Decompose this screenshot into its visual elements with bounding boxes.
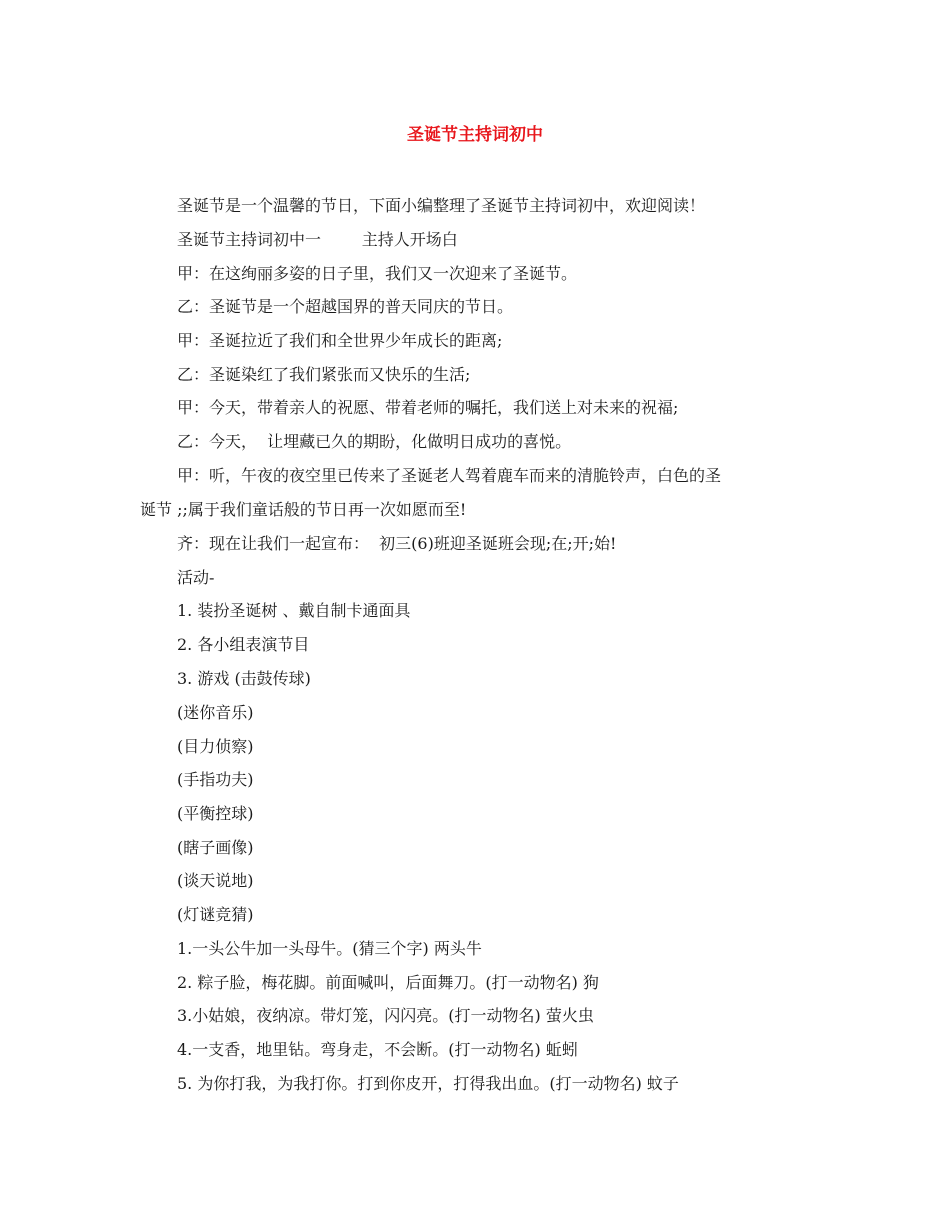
document-title: 圣诞节主持词初中 — [407, 125, 543, 145]
game-item: (瞎子画像) — [177, 838, 254, 857]
dialogue-line: 乙：今天， 让埋藏已久的期盼，化做明日成功的喜悦。 — [177, 432, 572, 451]
game-item: (平衡控球) — [177, 804, 254, 823]
dialogue-line: 甲：在这绚丽多姿的日子里，我们又一次迎来了圣诞节。 — [177, 264, 578, 283]
riddle-item: 2. 粽子脸，梅花脚。前面喊叫，后面舞刀。(打一动物名) 狗 — [177, 973, 599, 992]
game-item: (迷你音乐) — [177, 703, 254, 722]
dialogue-line: 乙：圣诞节是一个超越国界的普天同庆的节日。 — [177, 297, 514, 316]
intro-paragraph: 圣诞节是一个温馨的节日，下面小编整理了圣诞节主持词初中，欢迎阅读！ — [177, 196, 706, 215]
game-item: (谈天说地) — [177, 871, 254, 890]
dialogue-line: 甲：今天，带着亲人的祝愿、带着老师的嘱托，我们送上对未来的祝福; — [177, 398, 679, 417]
game-item: (灯谜竞猜) — [177, 905, 254, 924]
dialogue-line: 乙：圣诞染红了我们紧张而又快乐的生活; — [177, 365, 471, 384]
dialogue-line: 甲：圣诞拉近了我们和全世界少年成长的距离; — [177, 331, 503, 350]
game-item: (手指功夫) — [177, 770, 254, 789]
activity-heading: 活动- — [177, 568, 215, 587]
riddle-item: 3.小姑娘，夜纳凉。带灯笼，闪闪亮。(打一动物名) 萤火虫 — [177, 1006, 594, 1025]
dialogue-line: 甲：听，午夜的夜空里已传来了圣诞老人驾着鹿车而来的清脆铃声，白色的圣 — [177, 466, 722, 485]
section-heading: 圣诞节主持词初中一 主持人开场白 — [177, 230, 458, 249]
dialogue-line-continuation: 诞节 ;;属于我们童话般的节日再一次如愿而至! — [140, 500, 467, 519]
riddle-item: 1.一头公牛加一头母牛。(猜三个字) 两头牛 — [177, 939, 482, 958]
riddle-item: 5. 为你打我，为我打你。打到你皮开，打得我出血。(打一动物名) 蚊子 — [177, 1074, 679, 1093]
riddle-item: 4.一支香，地里钻。弯身走，不会断。(打一动物名) 蚯蚓 — [177, 1040, 578, 1059]
activity-item: 2. 各小组表演节目 — [177, 635, 310, 654]
activity-item: 3. 游戏 (击鼓传球) — [177, 669, 311, 688]
game-item: (目力侦察) — [177, 737, 254, 756]
dialogue-line: 齐：现在让我们一起宣布： 初三(6)班迎圣诞班会现;在;开;始! — [177, 534, 617, 553]
activity-item: 1. 装扮圣诞树 、戴自制卡通面具 — [177, 601, 411, 620]
